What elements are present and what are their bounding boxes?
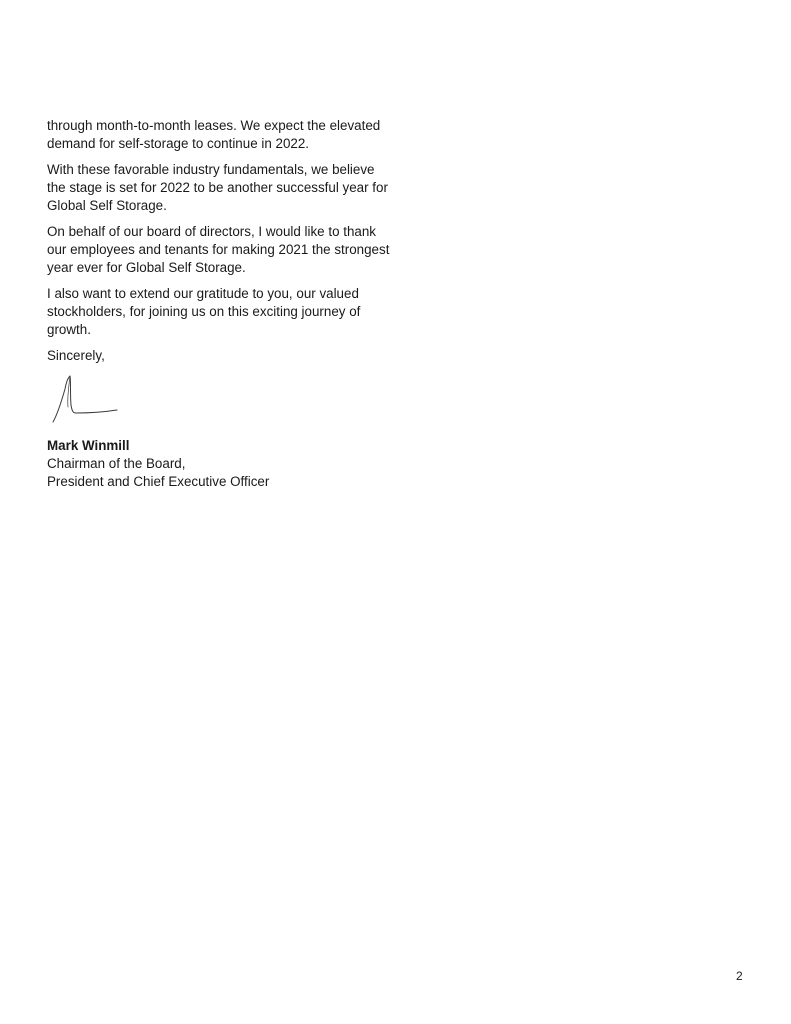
handwritten-signature — [49, 375, 121, 425]
signer-name: Mark Winmill — [47, 438, 130, 453]
signature-block — [47, 437, 392, 491]
signer-title: Chairman of the Board, — [47, 456, 186, 471]
letter-paragraph: I also want to extend our gratitude to you, our valued stockholders, for joining us on this exciting journey of growth. — [47, 286, 361, 337]
letter-closing: Sincerely, — [47, 348, 105, 363]
letter-paragraph: With these favorable industry fundamentals, we believe the stage is set for 2022 to be another successful year for Global Self Storage. — [47, 162, 388, 213]
signer-title: President and Chief Executive Officer — [47, 474, 270, 489]
letter-body — [47, 117, 392, 491]
page-number: 2 — [736, 969, 743, 983]
letter-paragraph: On behalf of our board of directors, I would like to thank our employees and tenants for making 2021 the strongest year ever for Global Self Storage. — [47, 224, 390, 275]
letter-paragraph: through month-to-month leases. We expect the elevated demand for self-storage to continue in 2022. — [47, 118, 381, 151]
